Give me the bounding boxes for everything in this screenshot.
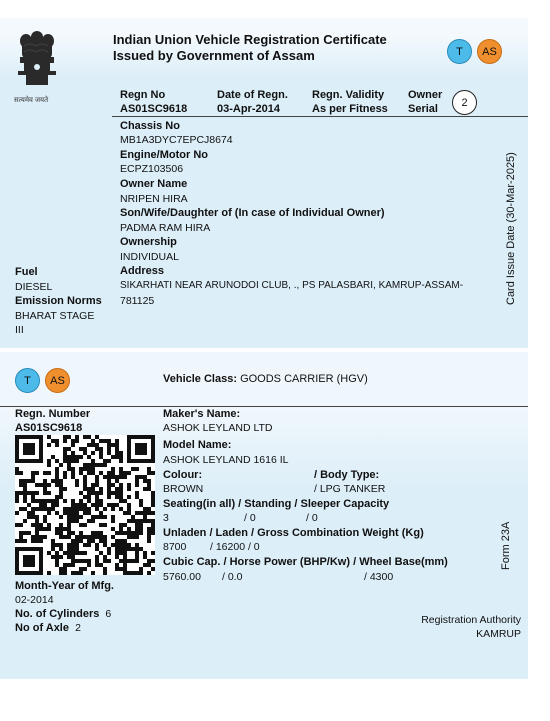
model-name-label: Model Name: <box>163 439 232 451</box>
axle <box>15 622 81 634</box>
vehicle-class-label: Vehicle Class: <box>163 373 237 385</box>
cylinders <box>15 608 111 620</box>
mfg-value: 02-2014 <box>15 594 54 606</box>
rc-back-card <box>0 352 528 679</box>
chassis-label: Chassis No <box>120 120 180 132</box>
authority-label: Registration Authority <box>421 614 521 626</box>
regn-number-label: Regn. Number <box>15 408 91 420</box>
body-type-label: / Body Type: <box>314 469 380 481</box>
cylinders-value: 6 <box>105 608 112 620</box>
emission-norms-value-2: III <box>15 324 24 336</box>
weight-label: Unladen / Laden / Gross Combination Weight (Kg) <box>163 527 424 539</box>
body-type-value: / LPG TANKER <box>314 483 386 495</box>
cubic-label: Cubic Cap. / Horse Power (BHP/Kw) / Wheel Base(mm) <box>163 556 448 568</box>
certificate-subtitle: Issued by Government of Assam <box>113 48 315 63</box>
date-of-regn-value: 03-Apr-2014 <box>217 103 280 115</box>
relation-label: Son/Wife/Daughter of (In case of Individual Owner) <box>120 207 385 219</box>
badge-as: AS <box>477 39 502 64</box>
makers-name-label: Maker's Name: <box>163 408 241 420</box>
emblem-caption: सत्यमेव जयते <box>14 97 49 104</box>
standing-value: / 0 <box>244 512 256 524</box>
qr-code-icon <box>15 435 155 575</box>
vehicle-class <box>163 373 368 385</box>
owner-name-label: Owner Name <box>120 178 188 190</box>
cubic-value: 5760.00 <box>163 571 201 583</box>
laden-gross-value: / 16200 / 0 <box>210 541 260 553</box>
seating-value: 3 <box>163 512 169 524</box>
colour-value: BROWN <box>163 483 204 495</box>
chassis-value: MB1A3DYC7EPCJ8674 <box>120 134 233 146</box>
fuel-label: Fuel <box>15 266 38 278</box>
colour-label: Colour: <box>163 469 203 481</box>
address-label: Address <box>120 265 165 277</box>
address-line-1: SIKARHATI NEAR ARUNODOI CLUB, ., PS PALASBARI, KAMRUP-ASSAM- <box>120 280 464 291</box>
owner-serial-label: Owner <box>408 89 443 101</box>
regn-no-label: Regn No <box>120 89 166 101</box>
model-name-value: ASHOK LEYLAND 1616 IL <box>163 454 289 466</box>
axle-label: No of Axle <box>15 622 69 634</box>
seating-label: Seating(in all) / Standing / Sleeper Capacity <box>163 498 390 510</box>
form-number: Form 23A <box>500 521 512 570</box>
owner-serial-value: 2 <box>452 90 477 115</box>
badge-t: T <box>447 39 472 64</box>
axle-value: 2 <box>75 622 81 634</box>
relation-value: PADMA RAM HIRA <box>120 222 211 234</box>
address-line-2: 781125 <box>120 295 155 307</box>
header-divider <box>112 116 528 117</box>
rc-front-card <box>0 18 528 348</box>
date-of-regn-label: Date of Regn. <box>217 89 288 101</box>
unladen-value: 8700 <box>163 541 187 553</box>
owner-serial-label-2: Serial <box>408 103 438 115</box>
card-issue-date: Card Issue Date (30-Mar-2025) <box>505 152 517 305</box>
national-emblem-icon <box>14 28 60 97</box>
emission-norms-value: BHARAT STAGE <box>15 310 95 322</box>
ownership-value: INDIVIDUAL <box>120 251 179 263</box>
makers-name-value: ASHOK LEYLAND LTD <box>163 422 273 434</box>
engine-value: ECPZ103506 <box>120 163 184 175</box>
back-header-divider <box>0 406 528 407</box>
ownership-label: Ownership <box>120 236 177 248</box>
badge-t-back: T <box>15 368 40 393</box>
emission-norms-label: Emission Norms <box>15 295 102 307</box>
regn-validity-value: As per Fitness <box>312 103 388 115</box>
owner-name-value: NRIPEN HIRA <box>120 193 188 205</box>
mfg-label: Month-Year of Mfg. <box>15 580 114 592</box>
horse-power-value: / 0.0 <box>222 571 243 583</box>
vehicle-class-value: GOODS CARRIER (HGV) <box>240 373 368 385</box>
fuel-value: DIESEL <box>15 281 53 293</box>
regn-no-value: AS01SC9618 <box>120 103 188 115</box>
badge-as-back: AS <box>45 368 70 393</box>
engine-label: Engine/Motor No <box>120 149 208 161</box>
cylinders-label: No. of Cylinders <box>15 608 100 620</box>
sleeper-value: / 0 <box>306 512 318 524</box>
certificate-title: Indian Union Vehicle Registration Certificate <box>113 32 387 47</box>
wheel-base-value: / 4300 <box>364 571 394 583</box>
authority-value: KAMRUP <box>476 628 521 640</box>
regn-validity-label: Regn. Validity <box>312 89 385 101</box>
regn-number-value: AS01SC9618 <box>15 422 83 434</box>
